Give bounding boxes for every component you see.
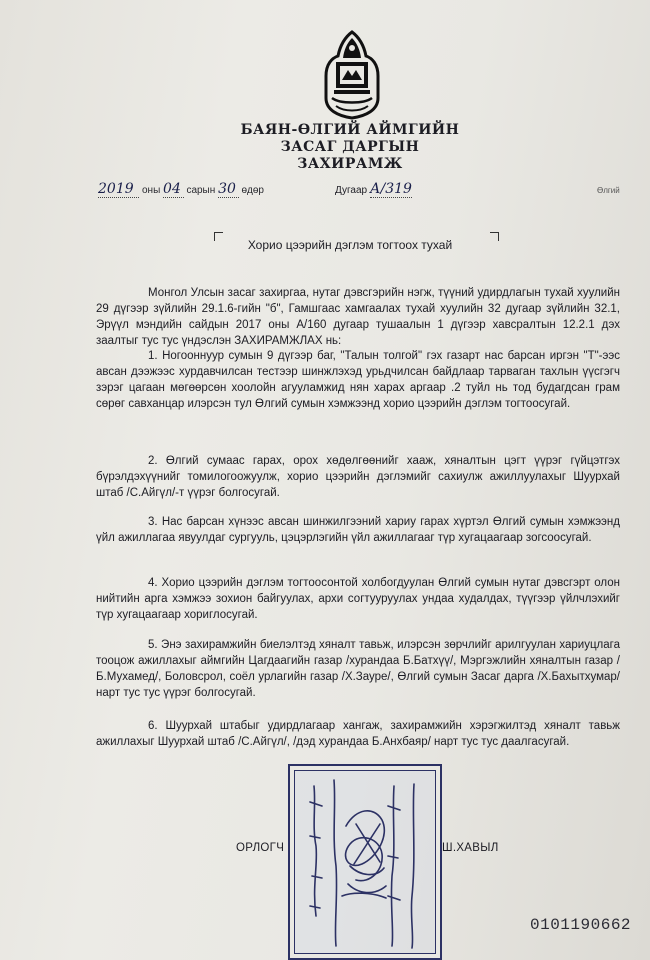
order-item-1: 1. Ногооннуур сумын 9 дүгээр баг, "Талын толгой" гэх газарт нас барсан иргэн "Т"-ээс авсан дээжээс хурдавчилсан тестээр шинжлэхэд урьдчилсан байдлаар тарваган тахлын үүсгэгч зэрэг цагаан мөгөөрсөн хоолойн агууламжид нян харах аргаар .2 туйл нь тод будагдсан грам сөрөг савханцар илэрсэн тул Өлгий сумын хэмжээнд хорио цээрийн дэглэм тогтоосугай. (96, 350, 620, 410)
order-item-4: 4. Хорио цээрийн дэглэм тогтоосонтой холбогдуулан Өлгий сумын нутаг дэвсгэрт олон нийтийн арга хэмжээ зохион байгуулах, архи согтууруулах ундаа худалдах, түүгээр үйлчлэхийг түр хугацаагаар хориглосугай. (96, 577, 620, 621)
date-month-suffix: сарын (186, 185, 216, 196)
place-label: Өлгий (597, 186, 620, 195)
preamble-paragraph: Монгол Улсын засаг захиргаа, нутаг дэвсгэрийн нэгж, түүний удирдлагын тухай хуулийн 29 дүгээр зүйлийн 29.1.6-гийн "б", Гамшгаас хамгаалах тухай хуулийн 32 дугаар зүйлийн 32.1, Эрүүл мэндийн сайдын 2017 оны А/160 дугаар тушаалын 1 дүгээр хавсралтын 12.2.1 дэх заалтыг тус тус үндэслэн ЗАХИРАМЖЛАХ нь: (96, 287, 620, 347)
official-seal-icon (288, 764, 442, 960)
serial-number: 0101190662 (530, 916, 632, 934)
date-day-suffix: өдөр (241, 185, 264, 196)
document-number: А/319 (369, 181, 412, 197)
number-label: Дугаар (335, 185, 368, 196)
order-item-6: 6. Шуурхай штабыг удирдлагаар хангаж, захирамжийн хэрэгжилтэд хяналт тавьж ажиллахыг Шуурхай штаб /С.Айгүл/, /дэд хурандаа Б.Анхбаяр/ нарт тус тус даалгасугай. (96, 720, 620, 748)
date-month: 04 (163, 181, 181, 197)
org-name-line1: БАЯН-ӨЛГИЙ АЙМГИЙН (240, 122, 460, 138)
state-emblem-icon (320, 28, 384, 120)
document-number-line (335, 181, 412, 198)
date-line (98, 181, 264, 198)
order-item-2: 2. Өлгий сумаас гарах, орох хөдөлгөөнийг хааж, хяналтын цэгт үүрэг гүйцэтгэх бүрэлдэхүүнийг томилогоожуулж, хорио цээрийн дэглэмийг сахиулж ажиллуулахыг Шуурхай штаб /С.Айгүл/-т үүрэг болгосугай. (96, 455, 620, 499)
date-day: 30 (218, 181, 236, 197)
date-year-suffix: оны (141, 185, 161, 196)
document-title: Хорио цээрийн дэглэм тогтоох тухай (247, 238, 453, 252)
order-item-5: 5. Энэ захирамжийн биелэлтэд хяналт тавьж, илэрсэн зөрчлийг арилгуулан хариуцлага тооцож ажиллахыг аймгийн Цагдаагийн газар /хурандаа Б.Батхүү/, Мэргэжлийн хяналтын газар /Б.Мухамед/, Боловсрол, соёл урлагийн газар /Х.Зауре/, Өлгий сумын Засаг дарга /Х.Бахытхумар/ нарт тус тус үүрэг болгосугай. (96, 639, 620, 699)
signatory-title: ОРЛОГЧ (236, 842, 285, 854)
date-year: 2019 (98, 181, 134, 197)
document-type: ЗАХИРАМЖ (297, 156, 403, 172)
signatory-name: Ш.ХАВЫЛ (442, 842, 499, 854)
org-name-line2: ЗАСАГ ДАРГЫН (280, 139, 420, 155)
order-item-3: 3. Нас барсан хүнээс авсан шинжилгээний хариу гарах хүртэл Өлгий сумын хэмжээнд үйл ажиллагаа явуулдаг сургууль, цэцэрлэгийн үйл ажиллагааг түр хугацаагаар зогсоосугай. (96, 516, 620, 544)
